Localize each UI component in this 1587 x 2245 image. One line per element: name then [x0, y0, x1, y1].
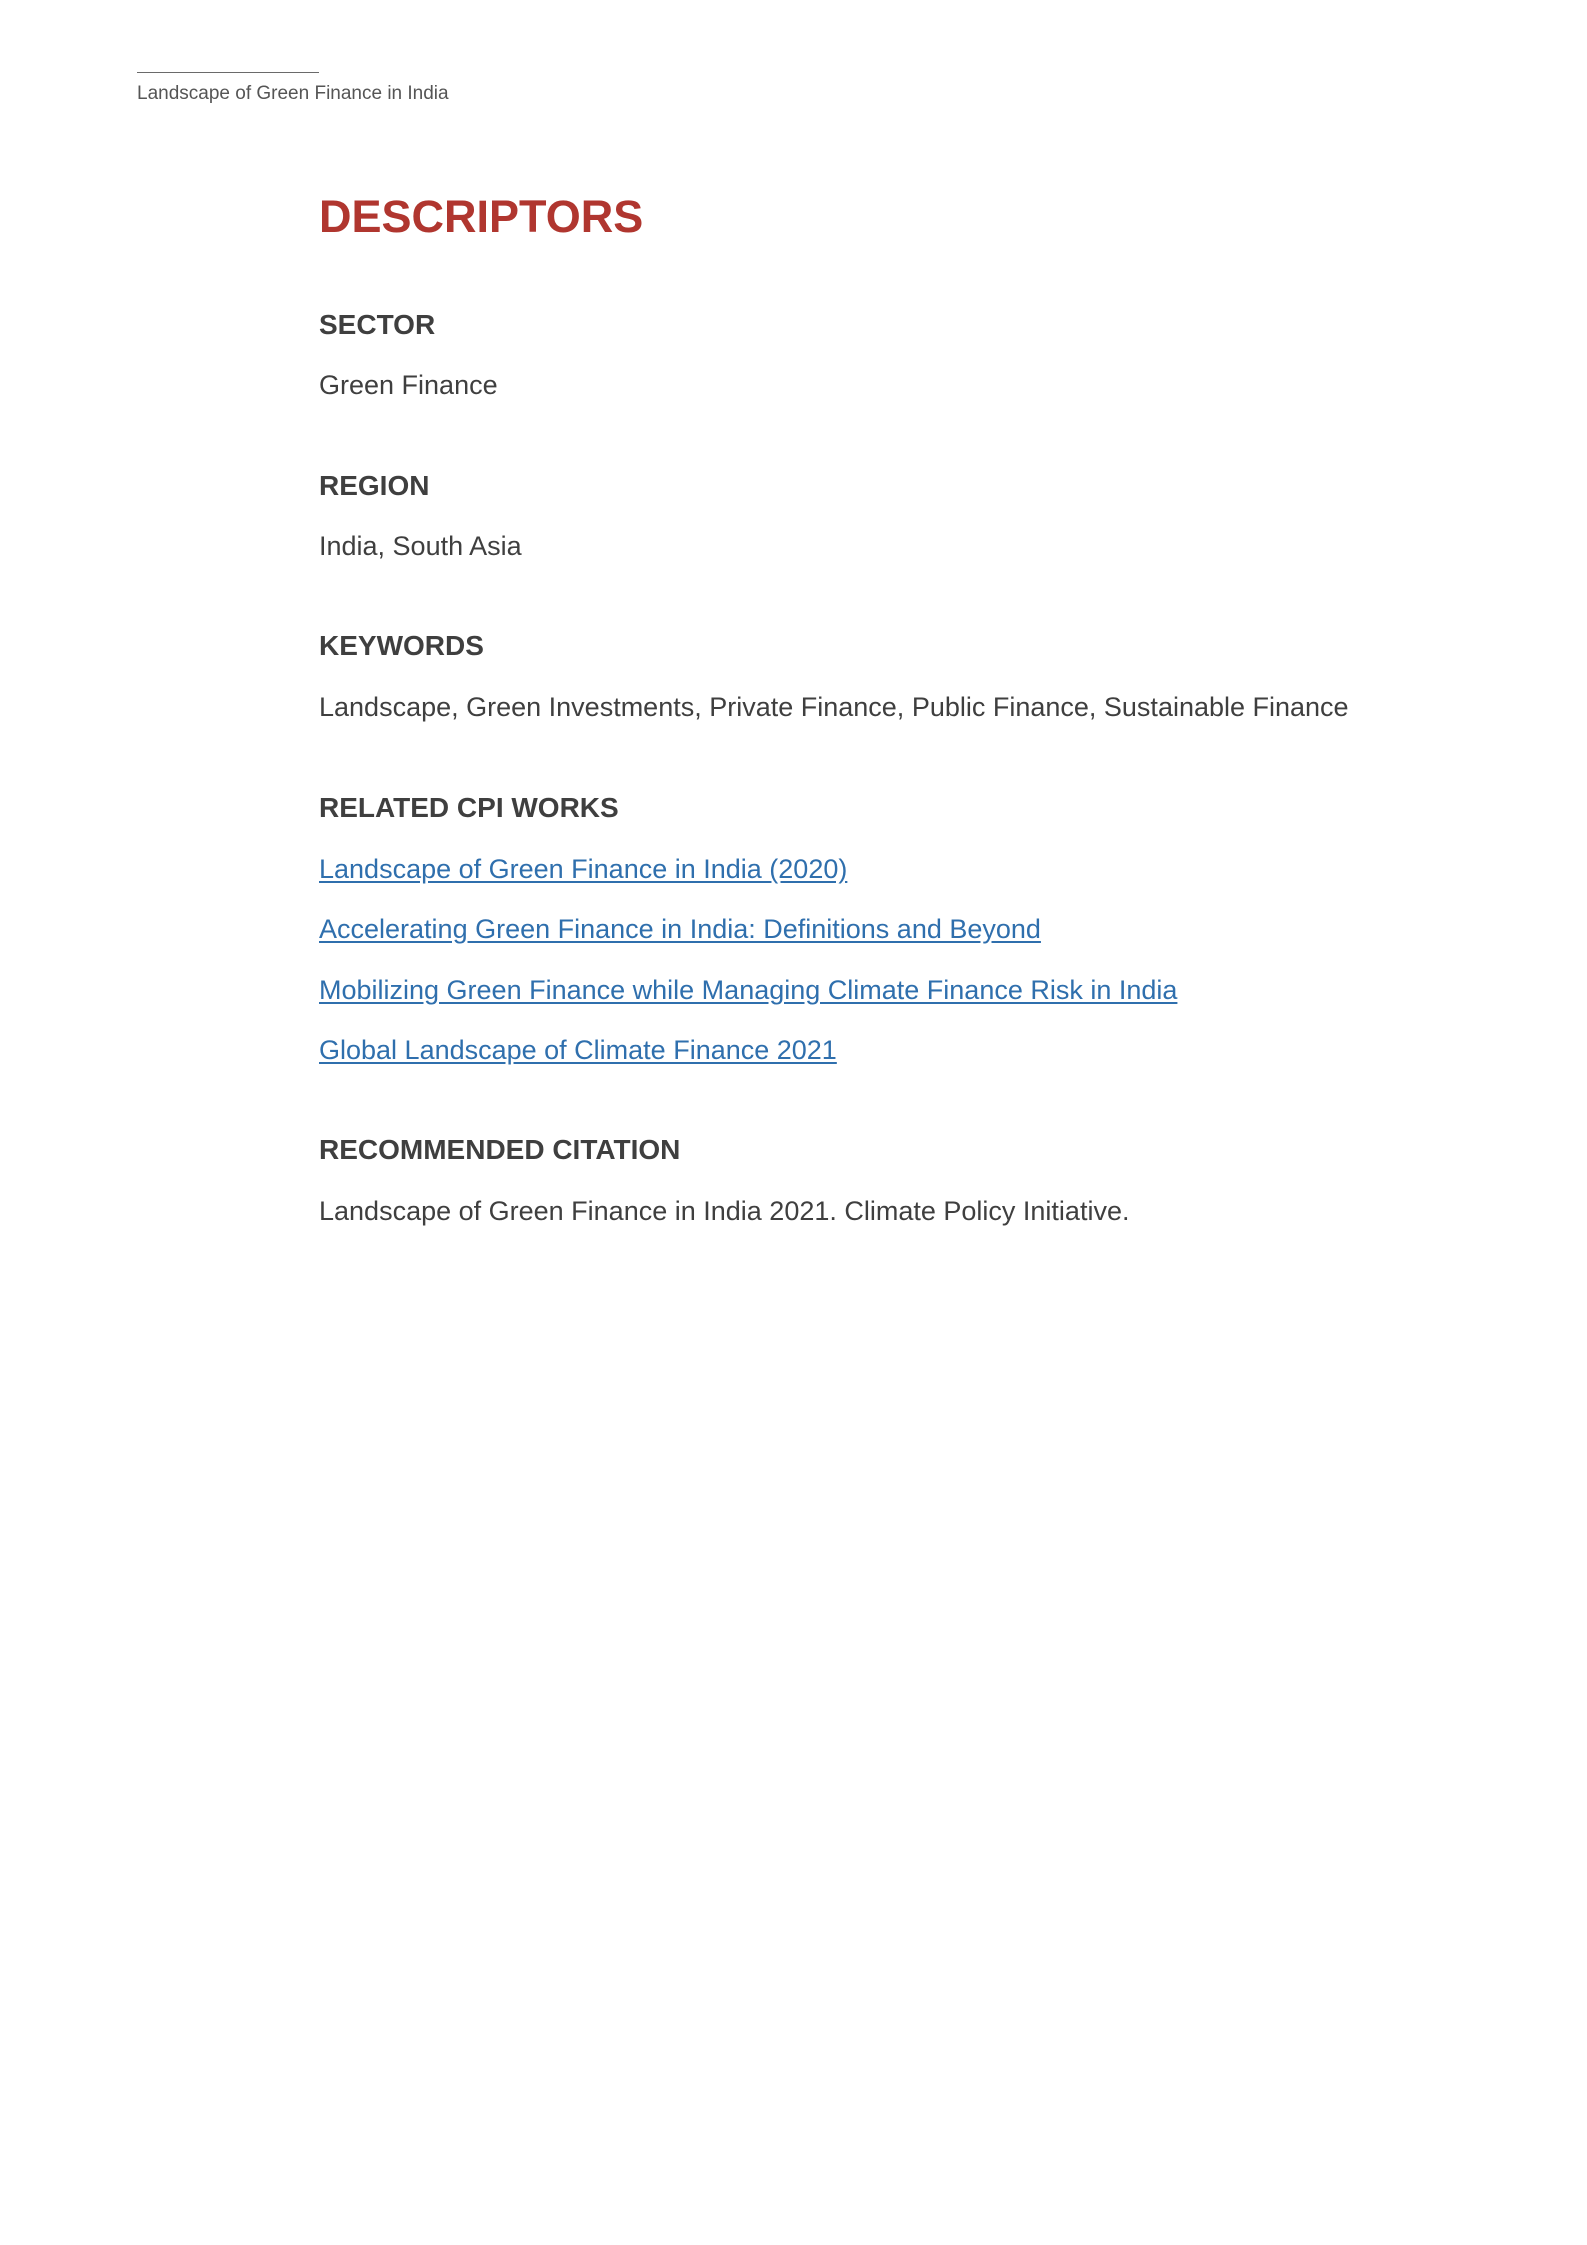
keywords-value: Landscape, Green Investments, Private Finance, Public Finance, Sustainable Finance: [319, 692, 1349, 722]
citation-heading: RECOMMENDED CITATION: [319, 1134, 681, 1165]
region-heading: REGION: [319, 470, 430, 501]
running-title: Landscape of Green Finance in India: [137, 83, 449, 104]
sector-heading: SECTOR: [319, 309, 436, 340]
citation-text: Landscape of Green Finance in India 2021. Climate Policy Initiative.: [319, 1196, 1130, 1226]
related-work-link-global-landscape-2021[interactable]: Global Landscape of Climate Finance 2021: [319, 1035, 837, 1065]
related-work-link-landscape-2020[interactable]: Landscape of Green Finance in India (2020): [319, 854, 848, 884]
page-title: DESCRIPTORS: [319, 191, 644, 242]
header-rule: [137, 72, 319, 73]
related-work-link-accelerating-green-finance[interactable]: Accelerating Green Finance in India: Definitions and Beyond: [319, 914, 1041, 944]
keywords-heading: KEYWORDS: [319, 630, 484, 661]
region-value: India, South Asia: [319, 531, 522, 561]
related-work-link-mobilizing-green-finance[interactable]: Mobilizing Green Finance while Managing Climate Finance Risk in India: [319, 975, 1178, 1005]
sector-value: Green Finance: [319, 370, 498, 400]
related-works-heading: RELATED CPI WORKS: [319, 792, 619, 823]
